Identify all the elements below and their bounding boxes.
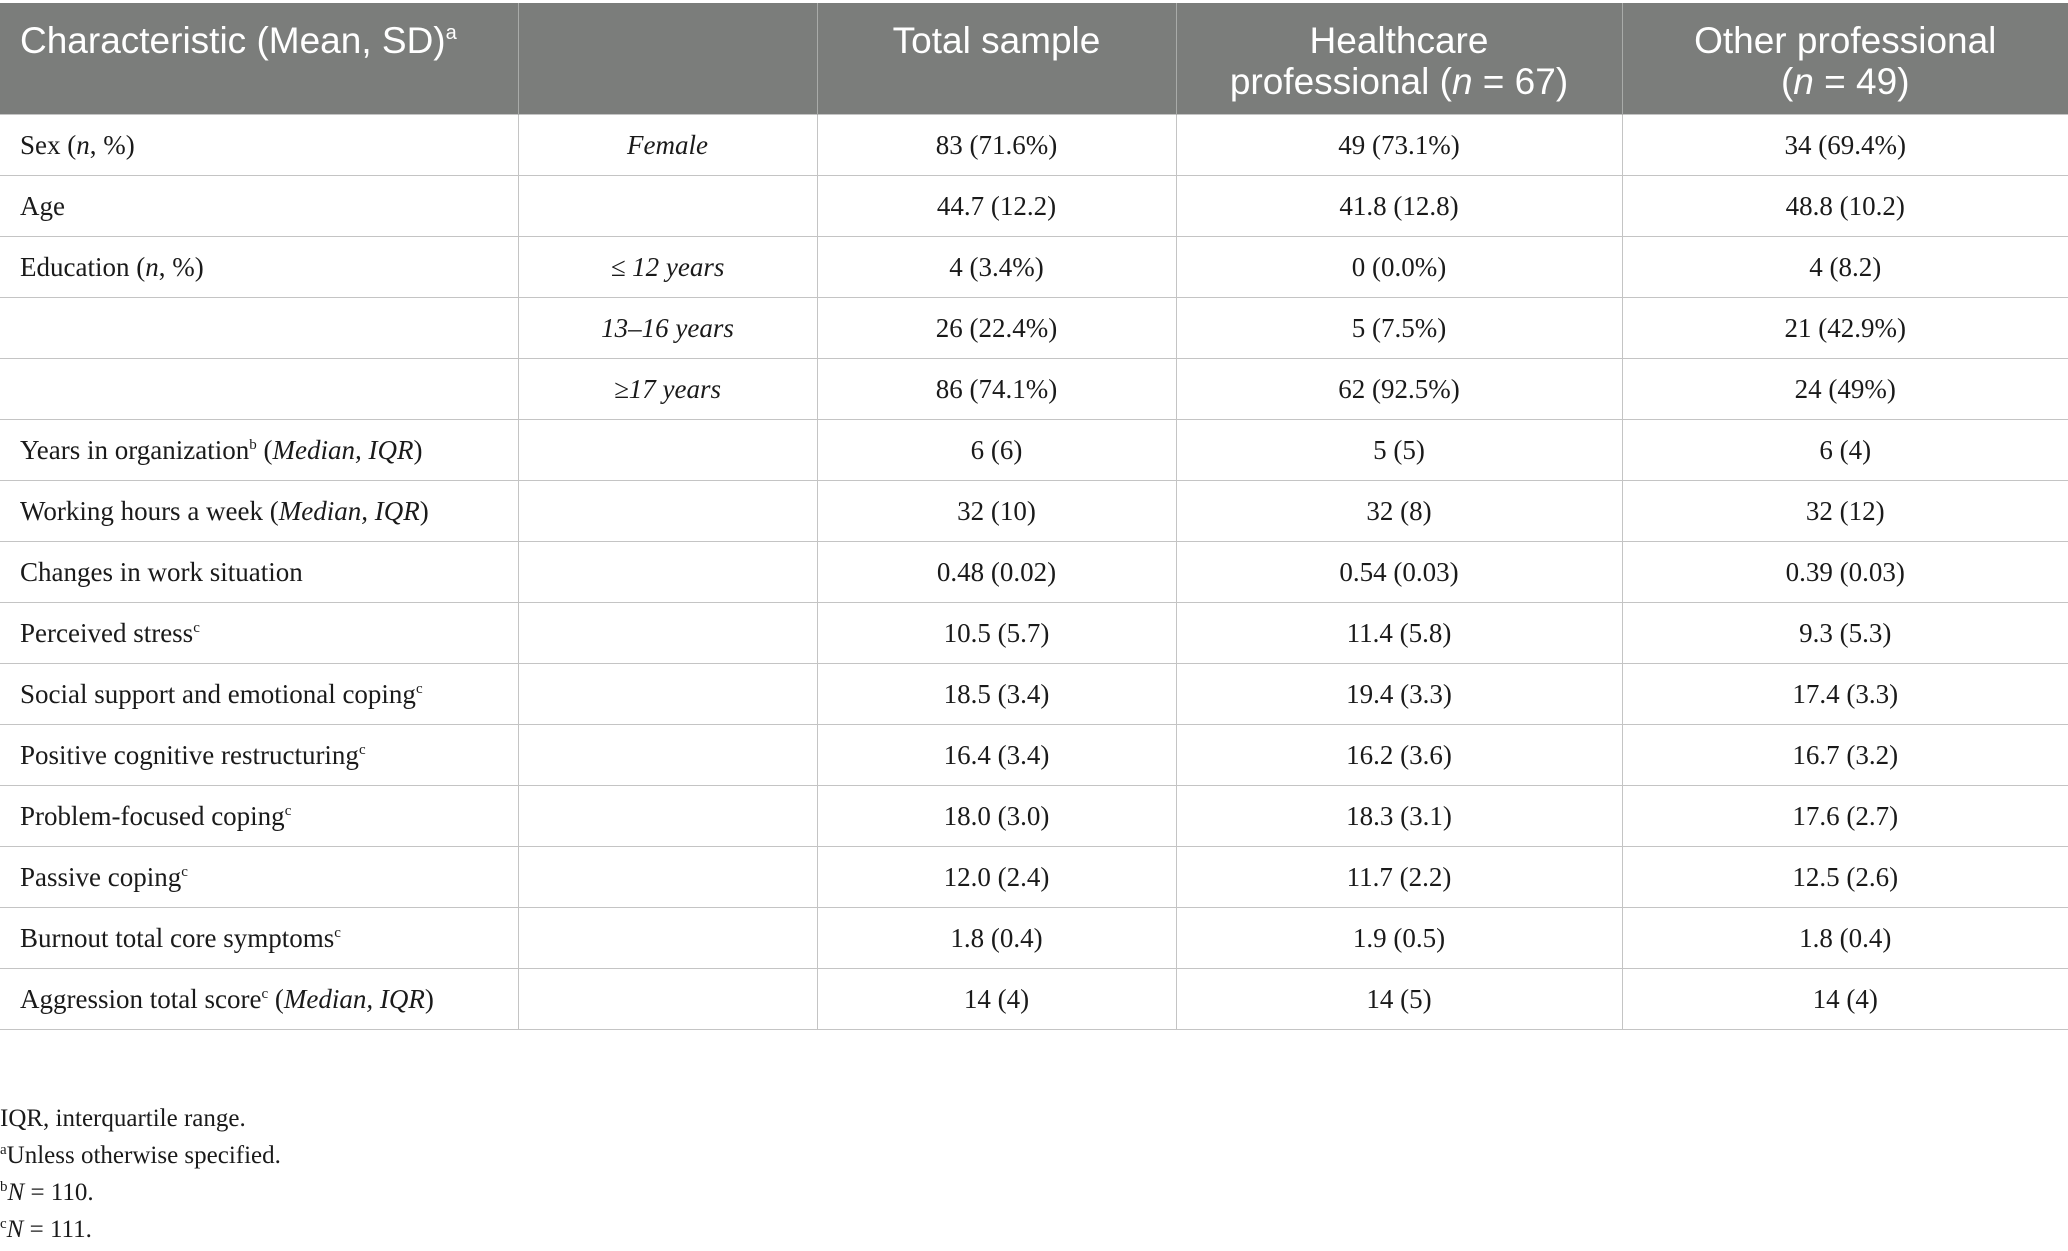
row-characteristic: Changes in work situation [0, 542, 518, 603]
footnote: IQR, interquartile range. [0, 1105, 246, 1132]
row-characteristic: Aggression total score$^c$ (Median, IQR) [0, 969, 518, 1030]
cell-total-sample: 26 (22.4%) [817, 298, 1176, 359]
footnote: $^c$N = 111. [0, 1216, 92, 1243]
row-subcategory [518, 786, 817, 847]
table-row [0, 420, 2068, 481]
cell-other: 17.6 (2.7) [1622, 786, 2068, 847]
cell-total-sample: 4 (3.4%) [817, 237, 1176, 298]
cell-healthcare: 14 (5) [1176, 969, 1622, 1030]
table-row [0, 969, 2068, 1030]
table-row [0, 237, 2068, 298]
cell-total-sample: 44.7 (12.2) [817, 176, 1176, 237]
header-total-sample: Total sample [817, 3, 1176, 115]
header-subcategory [518, 3, 817, 115]
cell-total-sample: 0.48 (0.02) [817, 542, 1176, 603]
table-footnotes [0, 1100, 281, 1248]
table-body [0, 115, 2068, 1030]
cell-total-sample: 12.0 (2.4) [817, 847, 1176, 908]
row-subcategory: Female [518, 115, 817, 176]
row-characteristic: Years in organization$^b$ (Median, IQR) [0, 420, 518, 481]
header-characteristic-label: Characteristic (Mean, SD) [20, 20, 446, 61]
header-row [0, 3, 2068, 115]
row-subcategory: ≥17 years [518, 359, 817, 420]
table-row [0, 664, 2068, 725]
cell-other: 32 (12) [1622, 481, 2068, 542]
row-subcategory [518, 603, 817, 664]
footnote: $^b$N = 110. [0, 1179, 94, 1206]
table-row [0, 725, 2068, 786]
cell-other: 0.39 (0.03) [1622, 542, 2068, 603]
header-characteristic [0, 3, 518, 115]
cell-other: 1.8 (0.4) [1622, 908, 2068, 969]
row-characteristic: Problem-focused coping$^c$ [0, 786, 518, 847]
header-other-professional: Other professional (n = 49) [1622, 3, 2068, 115]
row-subcategory [518, 542, 817, 603]
cell-other: 24 (49%) [1622, 359, 2068, 420]
cell-healthcare: 41.8 (12.8) [1176, 176, 1622, 237]
table-row [0, 176, 2068, 237]
cell-total-sample: 32 (10) [817, 481, 1176, 542]
row-characteristic: Sex (n, %) [0, 115, 518, 176]
cell-total-sample: 16.4 (3.4) [817, 725, 1176, 786]
row-subcategory [518, 908, 817, 969]
row-characteristic: Burnout total core symptoms$^c$ [0, 908, 518, 969]
characteristics-table [0, 3, 2068, 1030]
header-healthcare-professional: Healthcare professional (n = 67) [1176, 3, 1622, 115]
table-row [0, 786, 2068, 847]
cell-total-sample: 86 (74.1%) [817, 359, 1176, 420]
row-subcategory [518, 664, 817, 725]
cell-healthcare: 62 (92.5%) [1176, 359, 1622, 420]
table-row [0, 298, 2068, 359]
table-row [0, 359, 2068, 420]
cell-total-sample: 14 (4) [817, 969, 1176, 1030]
row-subcategory: 13–16 years [518, 298, 817, 359]
cell-healthcare: 49 (73.1%) [1176, 115, 1622, 176]
row-subcategory: ≤ 12 years [518, 237, 817, 298]
cell-healthcare: 11.4 (5.8) [1176, 603, 1622, 664]
cell-other: 48.8 (10.2) [1622, 176, 2068, 237]
cell-healthcare: 18.3 (3.1) [1176, 786, 1622, 847]
row-characteristic: Perceived stress$^c$ [0, 603, 518, 664]
cell-total-sample: 18.0 (3.0) [817, 786, 1176, 847]
table-row [0, 481, 2068, 542]
cell-other: 14 (4) [1622, 969, 2068, 1030]
cell-other: 16.7 (3.2) [1622, 725, 2068, 786]
cell-total-sample: 18.5 (3.4) [817, 664, 1176, 725]
row-characteristic: Age [0, 176, 518, 237]
row-characteristic: Education (n, %) [0, 237, 518, 298]
cell-healthcare: 32 (8) [1176, 481, 1622, 542]
cell-healthcare: 5 (5) [1176, 420, 1622, 481]
table-row [0, 847, 2068, 908]
cell-other: 6 (4) [1622, 420, 2068, 481]
table-header [0, 3, 2068, 115]
cell-total-sample: 1.8 (0.4) [817, 908, 1176, 969]
cell-healthcare: 5 (7.5%) [1176, 298, 1622, 359]
row-characteristic: Passive coping$^c$ [0, 847, 518, 908]
table-row [0, 603, 2068, 664]
row-characteristic: Working hours a week (Median, IQR) [0, 481, 518, 542]
cell-other: 4 (8.2) [1622, 237, 2068, 298]
table-row [0, 542, 2068, 603]
row-characteristic: Positive cognitive restructuring$^c$ [0, 725, 518, 786]
cell-healthcare: 19.4 (3.3) [1176, 664, 1622, 725]
cell-other: 9.3 (5.3) [1622, 603, 2068, 664]
characteristics-table-container [0, 3, 2068, 1030]
row-subcategory [518, 420, 817, 481]
cell-other: 21 (42.9%) [1622, 298, 2068, 359]
header-footnote-marker: a [445, 22, 457, 44]
cell-total-sample: 83 (71.6%) [817, 115, 1176, 176]
table-row [0, 908, 2068, 969]
row-subcategory [518, 176, 817, 237]
cell-healthcare: 0.54 (0.03) [1176, 542, 1622, 603]
row-characteristic: Social support and emotional coping$^c$ [0, 664, 518, 725]
row-characteristic [0, 359, 518, 420]
cell-healthcare: 1.9 (0.5) [1176, 908, 1622, 969]
footnote: $^a$Unless otherwise specified. [0, 1142, 281, 1169]
row-characteristic [0, 298, 518, 359]
cell-healthcare: 11.7 (2.2) [1176, 847, 1622, 908]
cell-other: 17.4 (3.3) [1622, 664, 2068, 725]
cell-total-sample: 10.5 (5.7) [817, 603, 1176, 664]
cell-other: 34 (69.4%) [1622, 115, 2068, 176]
cell-other: 12.5 (2.6) [1622, 847, 2068, 908]
row-subcategory [518, 725, 817, 786]
row-subcategory [518, 847, 817, 908]
cell-total-sample: 6 (6) [817, 420, 1176, 481]
row-subcategory [518, 481, 817, 542]
row-subcategory [518, 969, 817, 1030]
cell-healthcare: 16.2 (3.6) [1176, 725, 1622, 786]
cell-healthcare: 0 (0.0%) [1176, 237, 1622, 298]
table-row [0, 115, 2068, 176]
